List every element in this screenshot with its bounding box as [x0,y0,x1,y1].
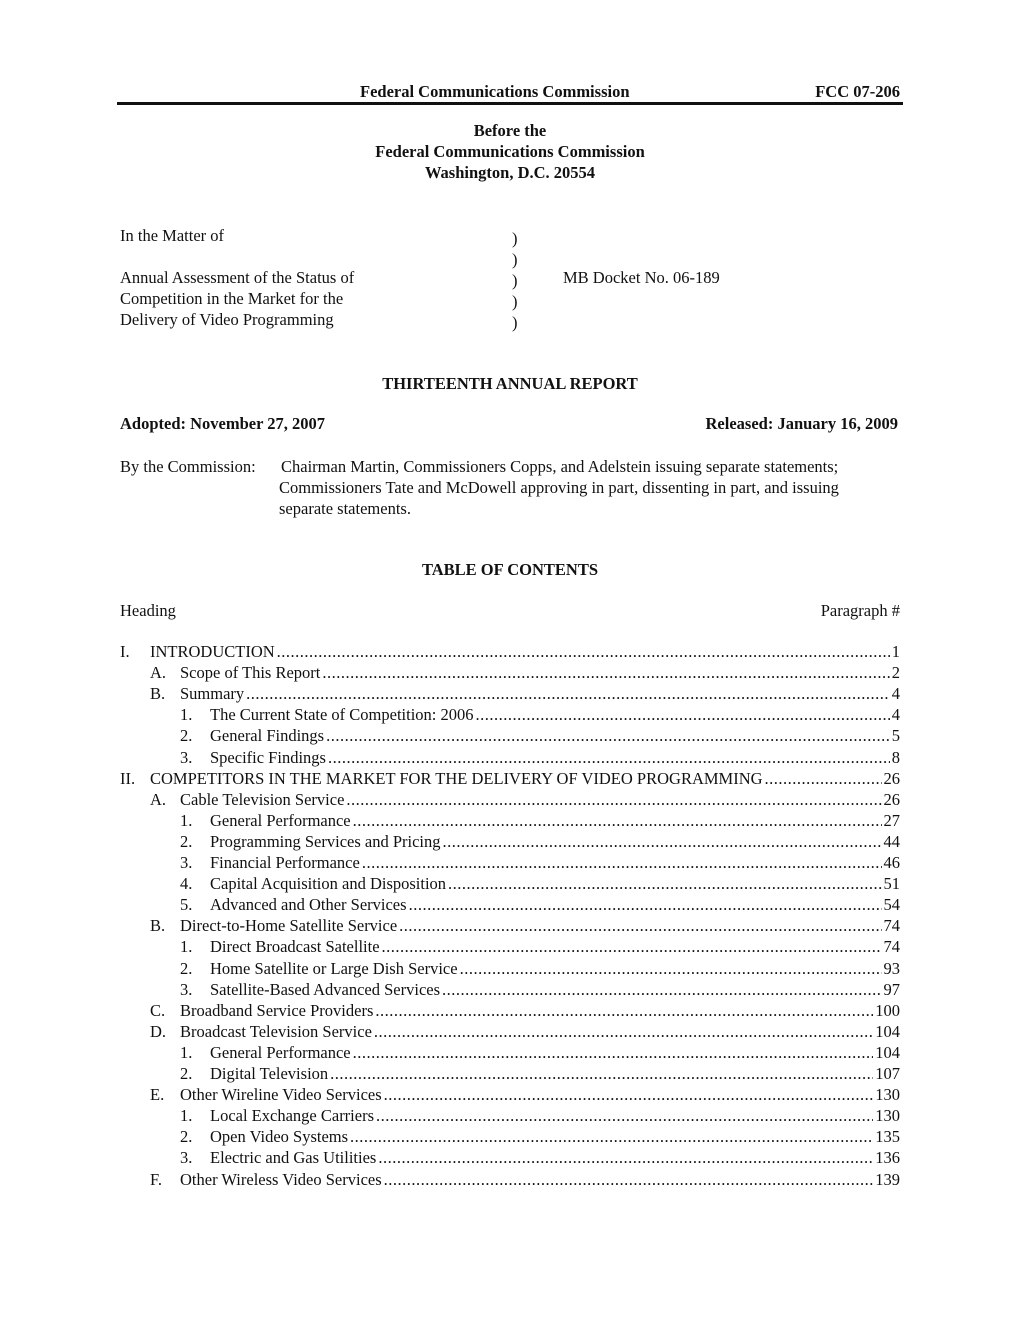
toc-entry-title: Capital Acquisition and Disposition [210,874,447,894]
toc-entry[interactable] [120,704,900,725]
toc-entry-paragraph: 139 [875,1169,900,1189]
toc-entry-paragraph: 74 [883,937,900,957]
caption-before: Before the [473,121,547,140]
toc-leader-dots [476,704,890,725]
toc-entry-title: Other Wireless Video Services [180,1169,382,1189]
toc-leader-dots [326,725,890,746]
toc-leader-dots [384,1084,874,1105]
matter-line: In the Matter of [120,226,225,245]
toc-entry[interactable] [120,979,900,1000]
toc-entry[interactable] [120,915,900,936]
toc-entry-number: II. [120,768,136,788]
toc-entry-paragraph: 51 [883,874,900,894]
toc-leader-dots [277,641,890,662]
toc-entry-paragraph: 4 [891,705,900,725]
toc-leader-dots [353,1042,874,1063]
toc-leader-dots [328,747,890,768]
toc-title: TABLE OF CONTENTS [421,560,599,579]
toc-entry-title: Electric and Gas Utilities [210,1148,377,1168]
toc-leader-dots [374,1021,873,1042]
toc-entry-title: Digital Television [210,1064,329,1083]
toc-entry-title: INTRODUCTION [150,642,275,661]
caption-paren: ) [512,292,518,311]
toc-leader-dots [322,662,889,683]
toc-entry-paragraph: 104 [875,1021,900,1041]
toc-entry[interactable] [120,831,900,852]
toc-entry[interactable] [120,1000,900,1021]
toc-leader-dots [399,915,881,936]
toc-leader-dots [382,936,882,957]
toc-leader-dots [362,852,882,873]
toc-leader-dots [353,810,882,831]
toc-entry-number: 2. [180,831,193,851]
toc-leader-dots [460,958,882,979]
toc-entry-title: Other Wireline Video Services [180,1085,382,1105]
toc-entry-paragraph: 46 [883,853,900,872]
toc-entry-paragraph: 97 [883,979,900,999]
toc-entry[interactable] [120,958,900,979]
toc-entry-paragraph: 93 [883,958,900,978]
toc-entry[interactable] [120,662,900,683]
toc-entry-number: F. [150,1169,162,1189]
toc-entry-number: 2. [180,1064,193,1083]
toc-entry-paragraph: 44 [883,831,900,851]
toc-entry-paragraph: 1 [891,642,900,661]
released-date: Released: January 16, 2009 [705,414,898,433]
matter-line: Annual Assessment of the Status of [120,268,355,287]
header-agency: Federal Communications Commission [360,82,630,101]
toc-leader-dots [448,873,881,894]
toc-entry[interactable] [120,873,900,894]
toc-entry[interactable] [120,852,900,873]
toc-entry[interactable] [120,1021,900,1042]
toc-entry-number: 1. [180,1042,193,1062]
toc-entry[interactable] [120,1126,900,1147]
by-commission-line: separate statements. [279,499,411,518]
toc-entry-title: General Performance [210,1042,351,1062]
toc-entry-title: Scope of This Report [180,663,321,683]
toc-entry[interactable] [120,789,900,810]
toc-leader-dots [346,789,881,810]
toc-entry[interactable] [120,810,900,831]
toc-entry-title: COMPETITORS IN THE MARKET FOR THE DELIVERY OF VIDEO PROGRAMMING [150,768,763,788]
toc-entry-paragraph: 107 [875,1064,900,1083]
toc-entry-number: B. [150,684,166,704]
toc-entry[interactable] [120,641,900,662]
toc-entry[interactable] [120,747,900,768]
toc-entry-paragraph: 104 [875,1042,900,1062]
toc-entry-paragraph: 135 [875,1127,900,1147]
toc-entry-number: 2. [180,1127,193,1147]
caption-paren: ) [512,271,518,290]
toc-entry[interactable] [120,1063,900,1084]
by-commission-line: Commissioners Tate and McDowell approving in part, dissenting in part, and issuing [279,478,839,497]
toc-entry-number: E. [150,1085,165,1105]
toc-entry-title: Financial Performance [210,853,360,872]
caption-paren: ) [512,313,518,332]
toc-leader-dots [246,683,890,704]
toc-entry-title: Broadband Service Providers [180,1000,374,1020]
toc-leader-dots [375,1000,873,1021]
toc-entry[interactable] [120,725,900,746]
toc-entry-paragraph: 27 [883,810,900,830]
toc-leader-dots [765,768,882,789]
toc-entry-number: 3. [180,1148,193,1168]
toc-entry-number: I. [120,642,130,661]
toc-entry-number: C. [150,1000,166,1020]
toc-entry[interactable] [120,936,900,957]
toc-entry-number: D. [150,1021,167,1041]
toc-entry[interactable] [120,1147,900,1168]
toc-entry[interactable] [120,1084,900,1105]
matter-line: Competition in the Market for the [120,289,344,308]
toc-entry-title: General Findings [210,726,325,746]
by-commission-line: Chairman Martin, Commissioners Copps, and Adelstein issuing separate statements; [281,457,839,476]
toc-entry-title: Local Exchange Carriers [210,1106,375,1126]
toc-leader-dots [442,979,881,1000]
toc-entry-number: 1. [180,810,193,830]
toc-entry-number: 1. [180,705,193,725]
toc-entry-title: Open Video Systems [210,1127,349,1147]
toc-entry-number: B. [150,916,166,936]
toc-entry-title: Home Satellite or Large Dish Service [210,958,458,978]
toc-entry-paragraph: 8 [891,747,900,767]
toc-entry-number: 1. [180,1106,193,1126]
toc-leader-dots [350,1126,873,1147]
toc-leader-dots [384,1169,874,1190]
toc-entry-paragraph: 130 [875,1085,900,1105]
toc-entry-title: Summary [180,684,245,704]
toc-entry-title: Satellite-Based Advanced Services [210,979,441,999]
toc-leader-dots [378,1147,873,1168]
toc-entry-number: 3. [180,853,193,872]
caption-paren: ) [512,250,518,269]
toc-entry-paragraph: 130 [875,1106,900,1126]
toc-entry-title: Specific Findings [210,747,326,767]
toc-entry-paragraph: 26 [883,789,900,809]
caption-location: Washington, D.C. 20554 [424,163,596,182]
docket-number: MB Docket No. 06-189 [563,268,720,287]
adopted-date: Adopted: November 27, 2007 [120,414,326,433]
toc-leader-dots [409,894,882,915]
header-rule [117,102,903,105]
toc-entry-paragraph: 2 [891,663,900,683]
toc-entry-title: General Performance [210,810,351,830]
toc-entry-title: Direct Broadcast Satellite [210,937,380,957]
toc-leader-dots [330,1063,873,1084]
toc-entry-number: 5. [180,895,193,915]
report-title: THIRTEENTH ANNUAL REPORT [382,374,638,393]
toc-entry-number: 4. [180,874,193,894]
toc-entry-number: A. [150,789,167,809]
header-doc-number: FCC 07-206 [815,82,900,101]
toc-leader-dots [376,1105,873,1126]
toc-entry-paragraph: 100 [875,1000,900,1020]
toc-entry-number: 2. [180,958,193,978]
toc-entry-number: A. [150,663,167,683]
toc-entry[interactable] [120,1105,900,1126]
caption-paren: ) [512,229,518,248]
by-commission-label: By the Commission: [120,457,256,476]
toc-heading-label: Heading [120,601,176,620]
toc-entry-number: 1. [180,937,193,957]
toc-entry-paragraph: 26 [883,768,900,788]
toc-entry[interactable] [120,768,900,789]
toc-entry-paragraph: 5 [891,726,900,746]
toc-entry-title: Cable Television Service [180,789,345,809]
toc-entry-number: 3. [180,747,193,767]
toc-entry-title: Broadcast Television Service [180,1021,372,1041]
toc-entry-title: The Current State of Competition: 2006 [210,705,474,725]
toc-entry-title: Advanced and Other Services [210,895,407,915]
toc-entry[interactable] [120,1169,900,1190]
toc-paragraph-label: Paragraph # [820,601,900,620]
toc-entry-title: Programming Services and Pricing [210,831,441,851]
toc-entry-paragraph: 74 [883,916,900,936]
toc-entry[interactable] [120,1042,900,1063]
toc-leader-dots [443,831,882,852]
caption-commission: Federal Communications Commission [375,142,645,161]
toc-entry[interactable] [120,683,900,704]
matter-line: Delivery of Video Programming [120,310,334,329]
toc-entry-paragraph: 4 [891,684,900,704]
toc-entry-number: 3. [180,979,193,999]
toc-entry[interactable] [120,894,900,915]
toc-entry-paragraph: 136 [875,1148,900,1168]
toc-entry-number: 2. [180,726,193,746]
toc-entry-paragraph: 54 [883,895,900,915]
toc-entry-title: Direct-to-Home Satellite Service [180,916,398,936]
